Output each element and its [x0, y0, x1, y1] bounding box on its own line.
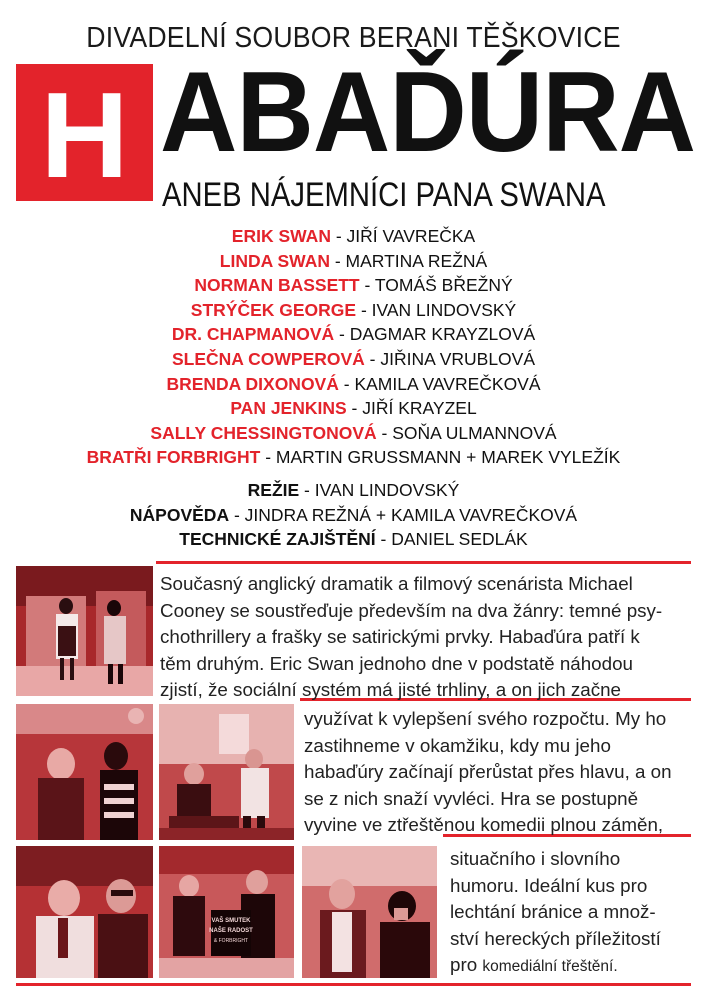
title-initial-box [16, 64, 153, 201]
cast-separator: - [338, 373, 355, 394]
play-title: ABAĎÚRA [160, 49, 696, 176]
description-line: ství hereckých příležitostí [450, 927, 661, 949]
cast-row [0, 249, 707, 274]
cast-separator: - [364, 348, 381, 369]
cast-separator: - [356, 299, 372, 320]
cast-actor: KAMILA VAVREČKOVÁ [354, 373, 541, 394]
description-line [450, 952, 661, 981]
cast-role: ERIK SWAN [231, 226, 331, 246]
description-block-2 [304, 706, 672, 839]
cast-row [0, 372, 707, 397]
crew-row [0, 527, 707, 552]
cast-separator: - [329, 250, 346, 271]
cast-separator: - [376, 422, 393, 443]
cast-list [0, 224, 707, 470]
description-line: situačního i slovního [450, 848, 621, 869]
description-line: lechtání bránice a množ- [450, 901, 656, 922]
cast-separator: - [359, 275, 375, 296]
cast-row [0, 421, 707, 446]
cast-separator: - [330, 226, 347, 246]
description-last-start: pro [450, 954, 478, 975]
description-line: humoru. Ideální kus pro [450, 874, 648, 896]
cast-role: STRÝČEK GEORGE [190, 299, 357, 320]
svg-text:& FORBRIGHT: & FORBRIGHT [213, 938, 249, 944]
cast-role: BRATŘI FORBRIGHT [86, 447, 261, 468]
cast-actor: JIŘINA VRUBLOVÁ [380, 348, 536, 369]
crew-row [0, 478, 707, 503]
title-initial: H [40, 66, 129, 203]
divider-rule-top [156, 561, 691, 564]
crew-row [0, 503, 707, 528]
stage-photo-1 [16, 566, 153, 696]
stage-photo-5 [159, 846, 294, 978]
divider-rule-bottom [16, 983, 691, 986]
cast-row [0, 322, 707, 347]
cast-role: SLEČNA COWPEROVÁ [171, 348, 365, 369]
cast-row [0, 273, 707, 298]
cast-actor: SOŇA ULMANNOVÁ [392, 422, 557, 443]
cast-separator: - [346, 398, 363, 419]
cast-actor: IVAN LINDOVSKÝ [371, 299, 517, 320]
stage-photo-3 [159, 704, 294, 840]
crew-list [0, 478, 707, 552]
cast-actor: MARTIN GRUSSMANN + MAREK VYLEŽÍK [275, 447, 621, 468]
cast-role: PAN JENKINS [230, 398, 347, 419]
cast-row [0, 396, 707, 421]
cast-role: NORMAN BASSETT [194, 275, 360, 296]
crew-person: DANIEL SEDLÁK [391, 529, 528, 550]
cast-separator: - [260, 447, 276, 468]
cast-actor: TOMÁŠ BŘEŽNÝ [374, 275, 513, 296]
crew-role: REŽIE [247, 480, 300, 500]
crew-person: JINDRA REŽNÁ + KAMILA VAVREČKOVÁ [244, 504, 578, 525]
stage-photo-4 [16, 846, 153, 978]
cast-role: DR. CHAPMANOVÁ [171, 324, 335, 345]
cast-actor: DAGMAR KRAYZLOVÁ [349, 324, 536, 345]
cast-role: LINDA SWAN [219, 250, 330, 271]
crew-person: IVAN LINDOVSKÝ [314, 480, 460, 500]
troupe-name: DIVADELNÍ SOUBOR BERANI TĚŠKOVICE [86, 22, 621, 54]
description-line: těm druhým. Eric Swan jednoho dne v podstatě náhodou [160, 652, 633, 674]
cast-role: SALLY CHESSINGTONOVÁ [150, 422, 377, 443]
crew-separator: - [375, 529, 392, 550]
description-line: chothrillery a frašky se satirickými prvky. Habaďúra patří k [160, 626, 640, 647]
cast-row [0, 445, 707, 470]
cast-actor: MARTINA REŽNÁ [345, 250, 488, 271]
cast-role: BRENDA DIXONOVÁ [166, 373, 339, 394]
cast-actor: JIŘÍ KRAYZEL [362, 398, 477, 419]
description-line: zjistí, že sociální systém má jisté trhliny, a on jich začne [160, 679, 622, 700]
description-line: Cooney se soustřeďuje především na dva žánry: temné psy- [160, 599, 663, 621]
play-subtitle: ANEB NÁJEMNÍCI PANA SWANA [162, 176, 606, 214]
description-line: habaďúry začínají přerůstat přes hlavu, a on [304, 761, 672, 782]
description-block-3 [450, 846, 661, 981]
description-line: vyvine ve ztřeštěnou komedii plnou záměn, [304, 814, 664, 835]
description-line: se z nich snaží vyvléci. Hra se postupně [304, 787, 639, 809]
cast-row [0, 224, 707, 249]
description-last-end: komediální třeštění. [482, 958, 618, 975]
svg-text:NAŠE RADOST: NAŠE RADOST [209, 928, 253, 934]
crew-role: TECHNICKÉ ZAJIŠTĚNÍ [179, 529, 376, 550]
stage-photo-6 [302, 846, 437, 978]
crew-role: NÁPOVĚDA [129, 504, 230, 525]
cast-separator: - [334, 324, 350, 345]
cast-row [0, 298, 707, 323]
description-block-1 [160, 571, 662, 704]
description-line: využívat k vylepšení svého rozpočtu. My ho [304, 708, 667, 729]
cast-actor: JIŘÍ VAVREČKA [346, 226, 476, 246]
stage-photo-2 [16, 704, 153, 840]
crew-separator: - [299, 480, 315, 500]
crew-separator: - [229, 504, 245, 525]
svg-text:VAŠ SMUTEK: VAŠ SMUTEK [211, 918, 251, 924]
cast-row [0, 347, 707, 372]
description-line: zastihneme v okamžiku, kdy mu jeho [304, 734, 611, 756]
description-line: Současný anglický dramatik a filmový scenárista Michael [160, 573, 633, 594]
